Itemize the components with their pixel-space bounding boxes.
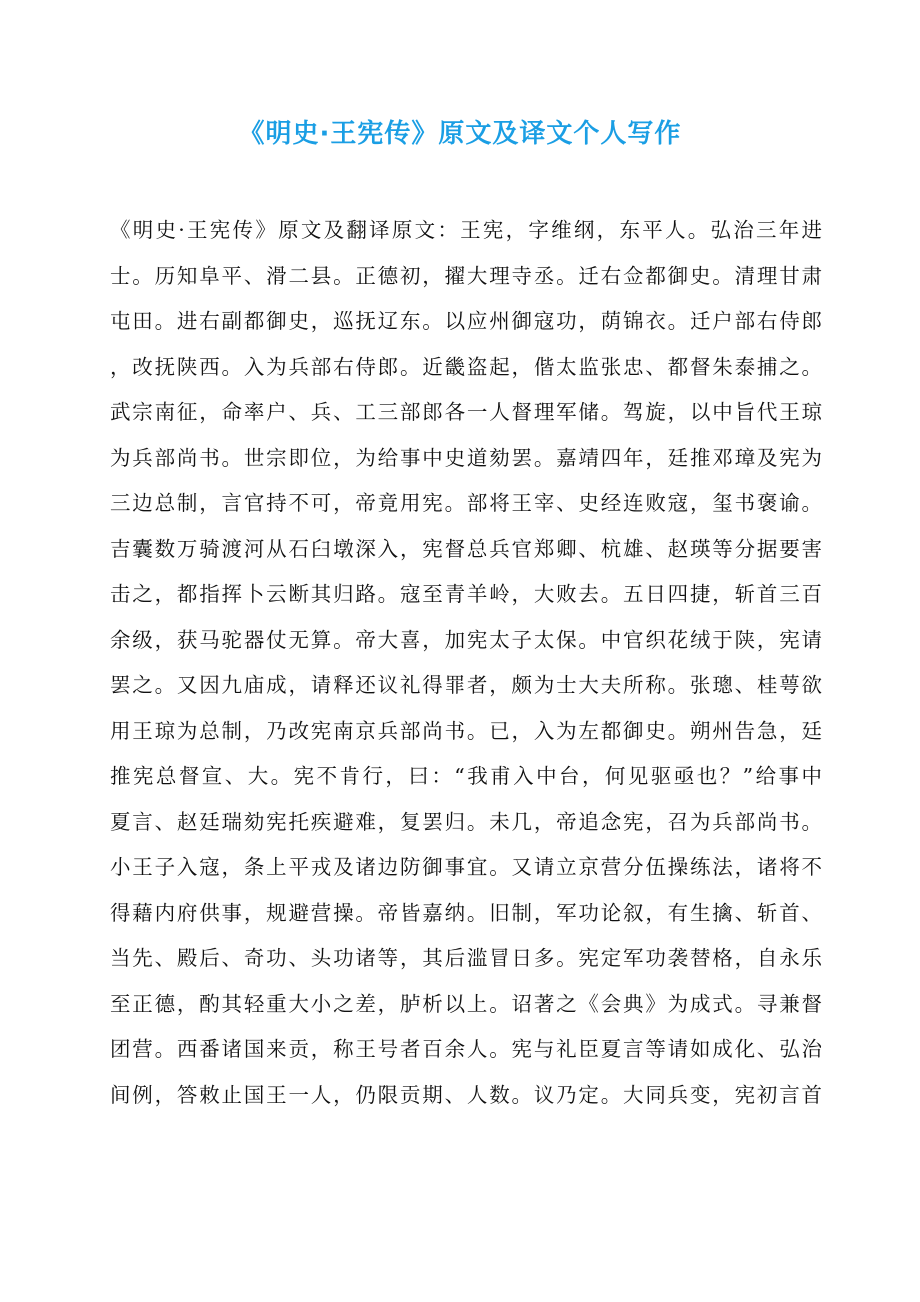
text-line: 屯田。进右副都御史，巡抚辽东。以应州御寇功，荫锦衣。迁户部右侍郎 (110, 309, 822, 333)
document-title: 《明史·王宪传》原文及译文个人写作 (238, 119, 682, 149)
text-line: 三边总制，言官持不可，帝竟用宪。部将王宰、史经连败寇，玺书褒谕。 (110, 491, 822, 515)
text-line: 罢之。又因九庙成，请释还议礼得罪者，颇为士大夫所称。张璁、桂萼欲 (110, 673, 822, 697)
text-line: 为兵部尚书。世宗即位，为给事中史道劾罢。嘉靖四年，廷推邓璋及宪为 (110, 445, 822, 470)
text-line: 得藉内府供事，规避营操。帝皆嘉纳。旧制，军功论叙，有生擒、斩首、 (110, 900, 822, 925)
text-line: ，改抚陕西。入为兵部右侍郎。近畿盗起，偕太监张忠、都督朱泰捕之。 (110, 354, 822, 379)
document-body (110, 208, 822, 1118)
text-line: 武宗南征，命率户、兵、工三部郎各一人督理军储。驾旋，以中旨代王琼 (110, 400, 822, 424)
text-line: 间例，答敕止国王一人，仍限贡期、人数。议乃定。大同兵变，宪初言首 (110, 1082, 822, 1107)
text-line: 夏言、赵廷瑞劾宪托疾避难，复罢归。未几，帝追念宪，召为兵部尚书。 (110, 809, 822, 834)
text-line: 余级，获马驼器仗无算。帝大喜，加宪太子太保。中官织花绒于陕，宪请 (110, 627, 822, 652)
text-line: 小王子入寇，条上平戎及诸边防御事宜。又请立京营分伍操练法，诸将不 (110, 855, 822, 879)
text-line: 推宪总督宣、大。宪不肯行，曰：“我甫入中台，何见驱亟也？”给事中 (110, 764, 822, 788)
text-line: 士。历知阜平、滑二县。正德初，擢大理寺丞。迁右佥都御史。清理甘肃 (110, 263, 822, 288)
text-line: 至正德，酌其轻重大小之差，胪析以上。诏著之《会典》为成式。寻兼督 (110, 991, 822, 1016)
text-line: 用王琼为总制，乃改宪南京兵部尚书。已，入为左都御史。朔州告急，廷 (110, 718, 822, 743)
text-line: 当先、殿后、奇功、头功诸等，其后滥冒日多。宪定军功袭替格，自永乐 (110, 946, 822, 970)
text-line: 团营。西番诸国来贡，称王号者百余人。宪与礼臣夏言等请如成化、弘治 (110, 1037, 822, 1061)
text-line: 《明史·王宪传》原文及翻译原文：王宪，字维纲，东平人。弘治三年进 (110, 218, 822, 242)
text-line: 击之，都指挥卜云断其归路。寇至青羊岭，大败去。五日四捷，斩首三百 (110, 582, 822, 606)
text-line: 吉囊数万骑渡河从石臼墩深入，宪督总兵官郑卿、杭雄、赵瑛等分据要害 (110, 536, 822, 561)
